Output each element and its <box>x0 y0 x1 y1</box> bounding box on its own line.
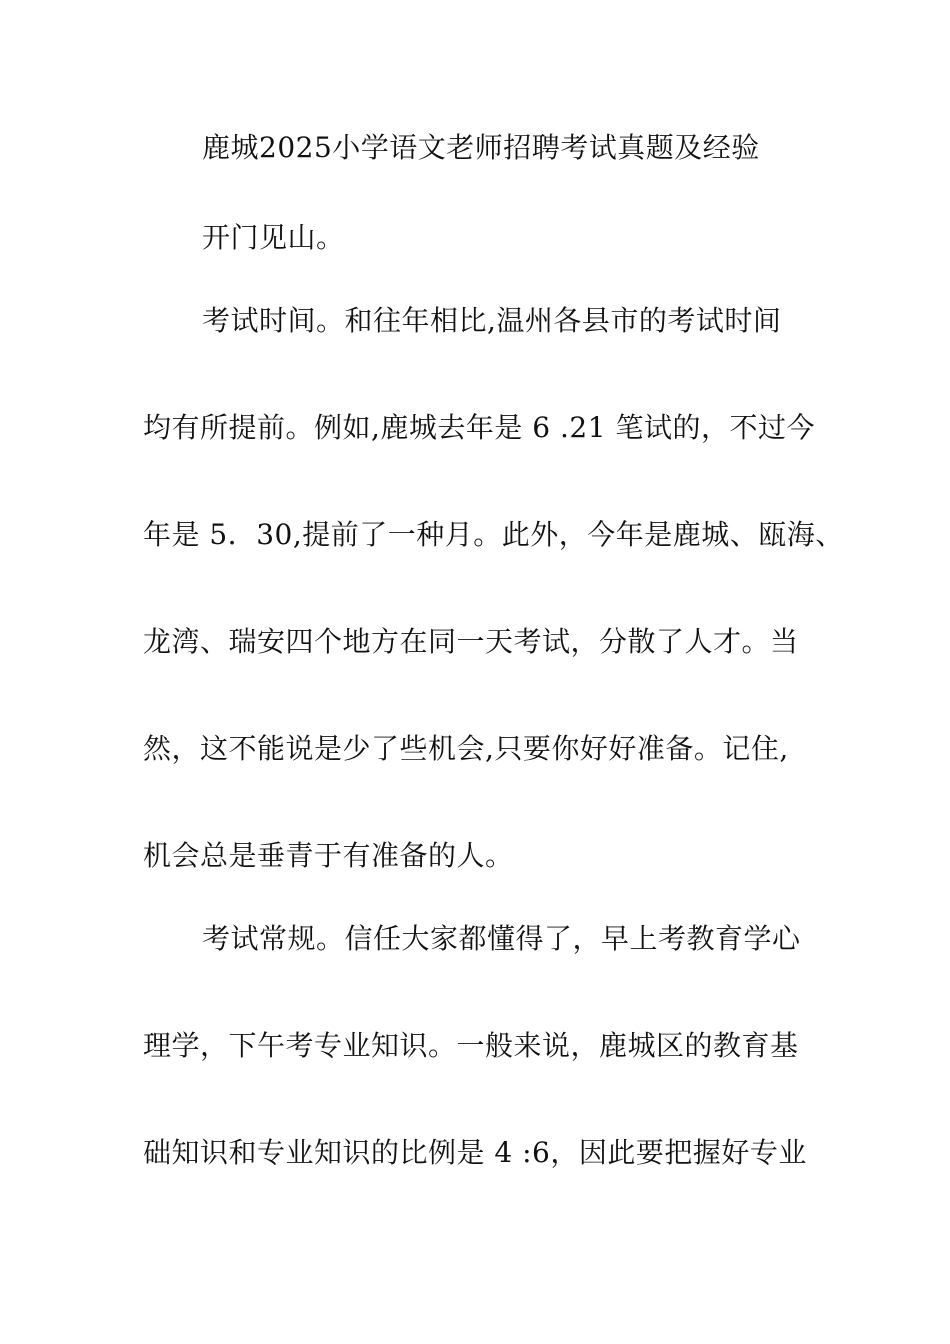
paragraph-line: 年是 5．30,提前了一种月。此外，今年是鹿城、瓯海、 <box>143 518 844 551</box>
paragraph-line: 机会总是垂青于有准备的人。 <box>143 839 514 872</box>
paragraph-line: 龙湾、瑞安四个地方在同一天考试，分散了人才。当 <box>143 625 799 658</box>
paragraph-line: 理学，下午考专业知识。一般来说，鹿城区的教育基 <box>143 1029 799 1062</box>
paragraph-line: 然，这不能说是少了些机会,只要你好好准备。记住, <box>143 732 789 765</box>
paragraph-line: 础知识和专业知识的比例是 4 :6，因此要把握好专业 <box>143 1136 807 1169</box>
paragraph-line: 考试常规。信任大家都懂得了，早上考教育学心 <box>202 922 801 955</box>
paragraph-line: 考试时间。和往年相比,温州各县市的考试时间 <box>202 304 782 337</box>
paragraph-line: 均有所提前。例如,鹿城去年是 6 .21 笔试的，不过今 <box>143 411 815 444</box>
paragraph-line: 开门见山。 <box>202 221 345 254</box>
document-title: 鹿城2025小学语文老师招聘考试真题及经验 <box>202 131 760 164</box>
